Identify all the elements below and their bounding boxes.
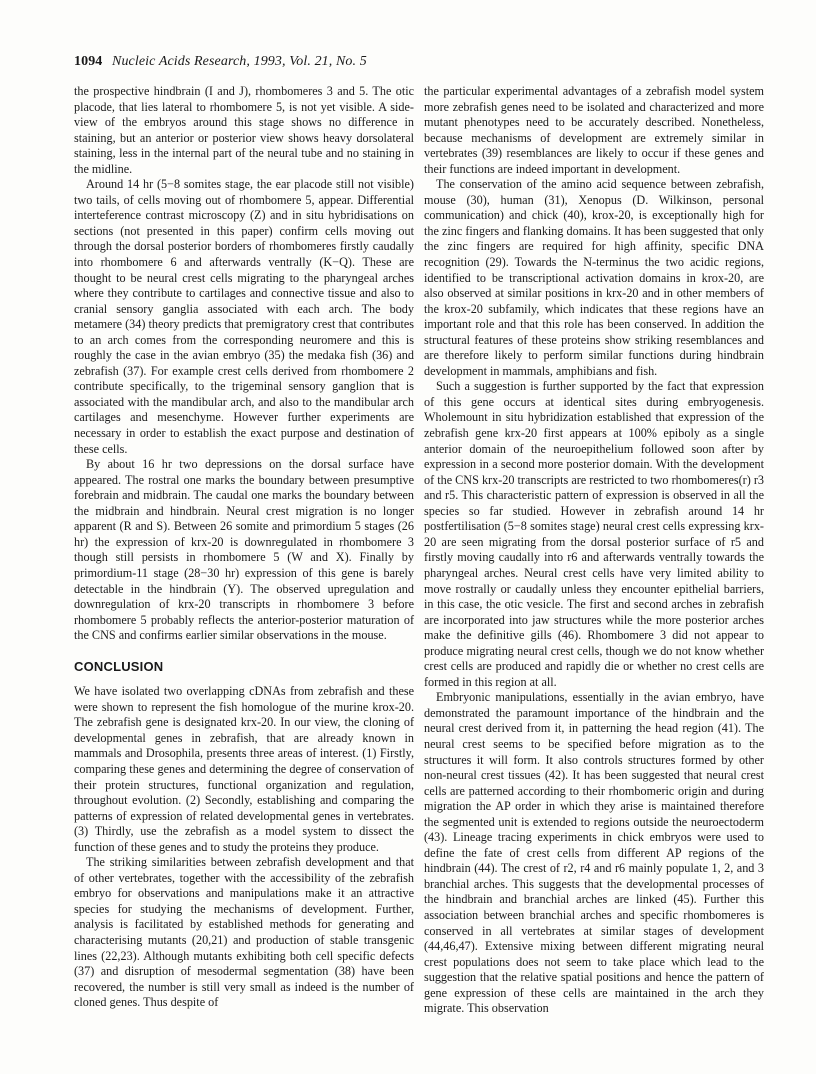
- paragraph: We have isolated two overlapping cDNAs from zebrafish and these were shown to represent the fish homologue of the murine krox-20. The zebrafish gene is designated krx-20. In our view, the cloning of developmental genes in zebrafish, that are already known in mammals and Drosophila, presents three areas of interest. (1) Firstly, comparing these genes and determining the degree of conservation of their protein structures, functional organization and regulation, throughout evolution. (2) Secondly, establishing and comparing the patterns of expression of related developmental genes in vertebrates. (3) Thirdly, use the zebrafish as a model system to dissect the function of these genes and to study the proteins they produce.: [74, 684, 414, 854]
- page-number: 1094: [74, 54, 103, 69]
- section-heading-conclusion: CONCLUSION: [74, 658, 164, 674]
- right-column: [424, 84, 764, 1017]
- paragraph: The conservation of the amino acid sequence between zebrafish, mouse (30), human (31), Xenopus (D. Wilkinson, personal communication) and chick (40), krox-20, is exceptionally high for the zinc fingers and flanking domains. It has been suggested that only the zinc fingers are required for high affinity, specific DNA recognition (29). Towards the N-terminus the two acidic regions, identified to be transcriptional activation domains in krox-20, are also observed at similar positions in krx-20 and in other members of the krox-20 subfamily, which indicates that these regions have an important role and that this role has been conserved. In addition the structural features of these proteins show striking resemblances and are therefore likely to perform similar functions during hindbrain development in mammals, amphibians and fish.: [424, 177, 764, 378]
- paragraph: Such a suggestion is further supported by the fact that expression of this gene occurs at identical sites during embryogenesis. Wholemount in situ hybridization established that expression of the zebrafish gene krx-20 first appears at 100% epiboly as a single anterior domain of the neuroepithelium followed soon after by expression in a second more posterior domain. With the development of the CNS krx-20 transcripts are restricted to two rhombomeres(r) r3 and r5. This characteristic pattern of expression is observed in all the species so far studied. However in zebrafish around 14 hr postfertilisation (5−8 somites stage) neural crest cells expressing krx-20 are seen migrating from the dorsal posterior surface of r5 and firstly moving caudally into r6 and afterwards ventrally towards the pharyngeal arches. Neural crest cells have very limited ability to move rostrally or caudally unless they encounter epithelial barriers, in this case, the otic vesicle. The first and second arches in zebrafish are incorporated into jaw structures while the more posterior arches make the definitive gills (46). Rhombomere 3 did not appear to produce migrating neural crest cells, though we do not know whether crest cells are produced and rapidly die or whether no crest cells are formed in this region at all.: [424, 379, 764, 689]
- paragraph: Around 14 hr (5−8 somites stage, the ear placode still not visible) two tails, of cells moving out of rhombomere 5, appear. Differential interteference contrast microscopy (Z) and in situ hybridisations on sections (not presented in this paper) confirm cells moving out through the dorsal posterior borders of rhombomeres firstly caudally into rhombomere 6 and afterwards ventrally (K−Q). These are thought to be neural crest cells migrating to the pharyngeal arches where they contribute to cartilages and connective tissue and also to cranial sensory ganglia associated with each arch. The body metamere (34) theory predicts that premigratory crest that contributes to an arch comes from the corresponding neuromere and this is roughly the case in the avian embryo (35) the medaka fish (36) and zebrafish (37). For example crest cells derived from rhombomere 2 contribute specifically, to the trigeminal sensory ganglion that is associated with the mandibular arch, and also to the mandibular arch cartilages and mesenchyme. However further experiments are necessary in order to establish the exact purpose and destination of these cells.: [74, 177, 414, 456]
- running-header: [74, 54, 367, 70]
- paragraph: The striking similarities between zebrafish development and that of other vertebrates, together with the accessibility of the zebrafish embryo for observations and manipulations make it an attractive species for studying the mechanisms of development. Further, analysis is facilitated by established methods for generating and characterising mutants (20,21) and production of stable transgenic lines (22,23). Although mutants exhibiting both cell specific defects (37) and disruption of mesodermal segmentation (38) have been recovered, the number is still very small as indeed is the number of cloned genes. Thus despite of: [74, 855, 414, 1010]
- journal-citation: Nucleic Acids Research, 1993, Vol. 21, No. 5: [112, 54, 367, 69]
- paragraph: By about 16 hr two depressions on the dorsal surface have appeared. The rostral one marks the boundary between presumptive forebrain and midbrain. The caudal one marks the boundary between the midbrain and hindbrain. Neural crest migration is no longer apparent (R and S). Between 26 somite and primordium 5 stages (26 hr) the expression of krx-20 is downregulated in rhombomere 3 though still persists in rhombomere 5 (W and X). Finally by primordium-11 stage (28−30 hr) expression of this gene is barely detectable in the hindbrain (Y). The observed upregulation and downregulation of krx-20 transcripts in rhombomere 3 before rhombomere 5 probably reflects the anterior-posterior maturation of the CNS and confirms earlier similar observations in the mouse.: [74, 457, 414, 643]
- paragraph: the particular experimental advantages of a zebrafish model system more zebrafish genes need to be isolated and characterized and more mutant phenotypes need to be accurately described. Nonetheless, because mechanisms of development are extremely similar in vertebrates (39) resemblances are likely to occur if these genes and their functions are indeed important in development.: [424, 84, 764, 176]
- paragraph: the prospective hindbrain (I and J), rhombomeres 3 and 5. The otic placode, that lies lateral to rhombomere 5, is not yet visible. A side-view of the embryos around this stage shows no difference in staining, but an anterior or posterior view shows heavy dorsolateral staining, less in the internal part of the neural tube and no staining in the midline.: [74, 84, 414, 176]
- paragraph: Embryonic manipulations, essentially in the avian embryo, have demonstrated the paramount importance of the hindbrain and the neural crest derived from it, in patterning the head region (41). The neural crest seems to be specified before migration as to the structures it will form. It also controls structures formed by other non-neural crest tissues (42). It has been suggested that neural crest cells are patterned according to their rhombomeric origin and during migration the AP order in which they arise is maintained therefore the segmented unit is extended to regions outside the neuroectoderm (43). Lineage tracing experiments in chick embryos were used to define the fate of crest cells from different AP regions of the hindbrain (44). The crest of r2, r4 and r6 mainly populate 1, 2, and 3 branchial arches. This suggests that the developmental processes of the hindbrain and branchial arches are linked (45). Further this association between branchial arches and specific rhombomeres is conserved in all vertebrates at similar stages of development (44,46,47). Extensive mixing between different migrating neural crest populations does not seem to take place which lead to the suggestion that the relative spatial positions and hence the pattern of gene expression of these cells are maintained in the arch they migrate. This observation: [424, 690, 764, 1016]
- left-column: [74, 84, 414, 1011]
